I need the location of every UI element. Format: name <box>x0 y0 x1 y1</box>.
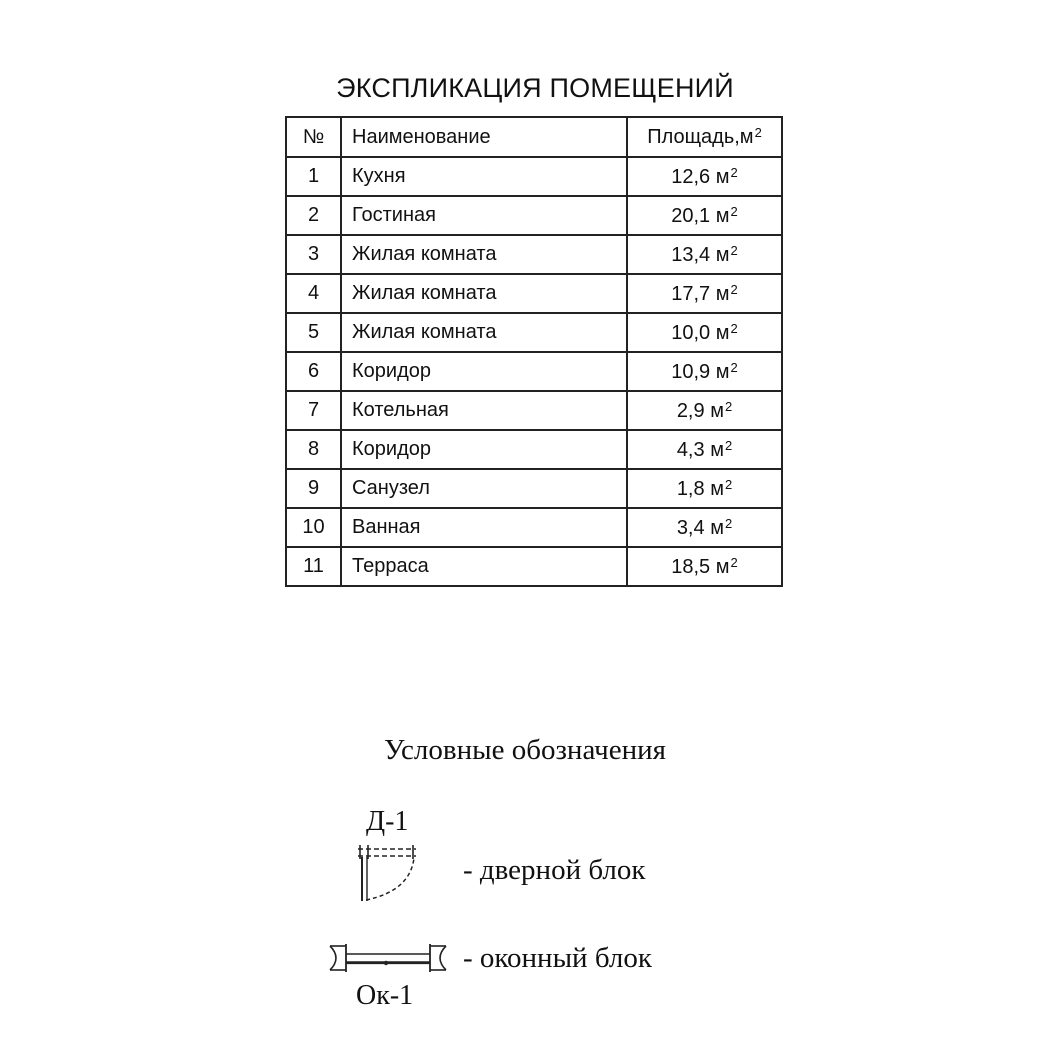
room-area <box>627 508 782 547</box>
area-unit-sup: 2 <box>724 437 733 453</box>
area-value: 10,9 <box>671 360 711 383</box>
area-unit-sup: 2 <box>730 203 738 219</box>
area-unit: м <box>710 399 724 422</box>
room-area <box>627 313 782 352</box>
area-unit: м <box>710 516 724 539</box>
area-unit: м <box>710 477 724 500</box>
room-area <box>627 274 782 313</box>
area-unit-sup: 2 <box>730 554 738 570</box>
area-value: 13,4 <box>671 243 711 266</box>
room-area <box>627 157 782 196</box>
room-name: Гостиная <box>341 196 627 235</box>
row-number: 10 <box>286 508 341 547</box>
area-unit: м <box>715 555 730 578</box>
window-code: Ок-1 <box>356 980 414 1011</box>
area-unit: м <box>715 321 730 344</box>
table-row <box>286 196 782 235</box>
table-row <box>286 430 782 469</box>
row-number: 11 <box>286 547 341 586</box>
row-number: 4 <box>286 274 341 313</box>
area-value: 17,7 <box>671 282 711 305</box>
header-num: № <box>286 117 341 157</box>
header-area-sup: 2 <box>754 125 762 140</box>
area-unit-sup: 2 <box>724 398 733 414</box>
row-number: 6 <box>286 352 341 391</box>
door-code: Д-1 <box>366 806 409 837</box>
table-row <box>286 274 782 313</box>
area-unit-sup: 2 <box>724 515 733 531</box>
table-row <box>286 547 782 586</box>
table-row <box>286 235 782 274</box>
row-number: 7 <box>286 391 341 430</box>
row-number: 1 <box>286 157 341 196</box>
door-icon <box>352 843 428 905</box>
area-unit-sup: 2 <box>730 320 738 336</box>
room-name: Кухня <box>341 157 627 196</box>
room-name: Коридор <box>341 352 627 391</box>
table-header-row <box>286 117 782 157</box>
explication-title: ЭКСПЛИКАЦИЯ ПОМЕЩЕНИЙ <box>336 73 734 103</box>
area-unit-sup: 2 <box>724 476 733 492</box>
room-name: Котельная <box>341 391 627 430</box>
table-row <box>286 508 782 547</box>
room-area <box>627 469 782 508</box>
area-value: 2,9 <box>676 399 705 422</box>
header-area-label: Площадь,м <box>647 126 754 148</box>
area-value: 18,5 <box>671 555 711 578</box>
room-area <box>627 430 782 469</box>
area-value: 20,1 <box>671 204 711 227</box>
window-description: - оконный блок <box>463 942 652 974</box>
area-unit: м <box>715 243 730 266</box>
area-value: 12,6 <box>671 165 711 188</box>
table-body <box>286 157 782 586</box>
explication-table <box>285 116 783 587</box>
area-unit: м <box>715 165 730 188</box>
row-number: 3 <box>286 235 341 274</box>
area-value: 4,3 <box>676 438 705 461</box>
room-area <box>627 352 782 391</box>
area-value: 10,0 <box>671 321 711 344</box>
area-unit: м <box>715 204 730 227</box>
area-value: 1,8 <box>676 477 705 500</box>
row-number: 2 <box>286 196 341 235</box>
room-name: Санузел <box>341 469 627 508</box>
room-name: Жилая комната <box>341 274 627 313</box>
room-area <box>627 547 782 586</box>
area-unit-sup: 2 <box>730 164 738 180</box>
header-area <box>627 117 782 157</box>
area-unit-sup: 2 <box>730 359 738 375</box>
area-value: 3,4 <box>676 516 705 539</box>
table-row <box>286 157 782 196</box>
room-area <box>627 196 782 235</box>
room-name: Жилая комната <box>341 313 627 352</box>
table-row <box>286 313 782 352</box>
area-unit: м <box>715 360 730 383</box>
room-name: Коридор <box>341 430 627 469</box>
table-row <box>286 469 782 508</box>
room-area <box>627 391 782 430</box>
row-number: 8 <box>286 430 341 469</box>
door-description: - дверной блок <box>463 854 646 886</box>
table-row <box>286 352 782 391</box>
area-unit-sup: 2 <box>730 281 738 297</box>
table-row <box>286 391 782 430</box>
row-number: 9 <box>286 469 341 508</box>
window-icon <box>328 938 450 978</box>
room-name: Жилая комната <box>341 235 627 274</box>
legend-title: Условные обозначения <box>384 734 666 766</box>
room-name: Терраса <box>341 547 627 586</box>
room-area <box>627 235 782 274</box>
area-unit: м <box>710 438 724 461</box>
room-name: Ванная <box>341 508 627 547</box>
area-unit-sup: 2 <box>730 242 738 258</box>
row-number: 5 <box>286 313 341 352</box>
header-name: Наименование <box>341 117 627 157</box>
area-unit: м <box>715 282 730 305</box>
